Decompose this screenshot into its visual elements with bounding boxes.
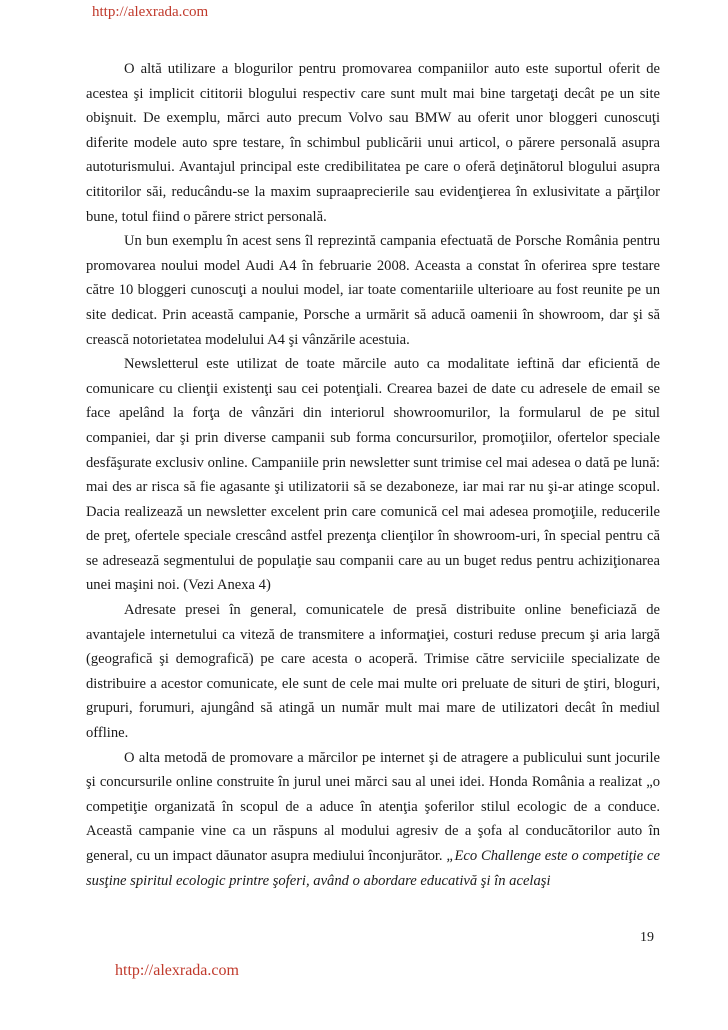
page-number: 19 (640, 930, 654, 945)
paragraph-1: O altă utilizare a blogurilor pentru promovarea companiilor auto este suportul oferit de acestea şi implicit cititorii blogului respectiv care sunt mult mai bine targetaţi decât pe un site obişnuit. De exemplu, mărci auto precum Volvo sau BMW au oferit unor bloggeri cunoscuţi diferite modele auto spre testare, în schimbul publicării unui articol, o părere personală asupra autoturismului. Avantajul principal este credibilitatea pe care o oferă deţinătorul blogului asupra cititorilor săi, reducându-se la maxim supraaprecierile sau evidenţierea în exlusivitate a părţilor bune, totul fiind o părere strict personală. (86, 61, 660, 225)
paragraph-4: Adresate presei în general, comunicatele de presă distribuite online beneficiază de avantajele internetului ca viteză de transmitere a informaţiei, costuri reduse precum şi aria largă (geografică şi demografică) pe care acesta o acoperă. Trimise către serviciile specializate de distribuire a acestor comunicate, ele sunt de cele mai multe ori preluate de situri de ştiri, bloguri, grupuri, forumuri, ajungând să atingă un număr mult mai mare de utilizatori decât în mediul offline. (86, 602, 660, 742)
paragraph-3: Newsletterul este utilizat de toate mărcile auto ca modalitate ieftină dar eficientă de comunicare cu clienţii existenţi sau cei potenţiali. Crearea bazei de date cu adresele de email se face apelând la forţa de vânzări din interiorul showroomurilor, la formularul de pe situl companiei, dar şi prin diverse campanii sub forma concursurilor, promoţiilor, ofertelor speciale desfăşurate exclusiv online. Campaniile prin newsletter sunt trimise cel mai adesea o dată pe lună: mai des ar risca să fie agasante şi utilizatorii să se dezaboneze, iar mai rar nu şi-ar atinge scopul. Dacia realizează un newsletter excelent prin care comunică cel mai adesea promoţiile, reducerile de preţ, ofertele speciale crescând astfel prezenţa clienţilor în showroom-uri, în special pentru că se adresează segmentului de populaţie sau companii care au un buget redus pentru achiziţionarea unei maşini noi. (Vezi Anexa 4) (86, 356, 660, 594)
footer-link[interactable]: http://alexrada.com (115, 962, 239, 979)
paragraph-5 (86, 746, 660, 894)
paragraph-5-quote: „Eco Challenge este o competiţie ce susţine spiritul ecologic printre şoferi, având o abordare educativă şi în acelaşi (86, 848, 660, 889)
document-body (86, 57, 660, 893)
paragraph-5-text: O alta metodă de promovare a mărcilor pe internet şi de atragere a publicului sunt jocurile şi concursurile online construite în jurul unei mărci sau al unei idei. Honda România a realizat „o competiţie organizată în scopul de a aduce în atenţia şoferilor stilul ecologic de a conduce. Această campanie vine ca un răspuns al modului agresiv de a şofa al conducătorilor auto în general, cu un impact dăunator asupra mediului înconjurător. (86, 749, 660, 864)
paragraph-2: Un bun exemplu în acest sens îl reprezintă campania efectuată de Porsche România pentru promovarea noului model Audi A4 în februarie 2008. Aceasta a constat în oferirea spre testare către 10 bloggeri cunoscuţi a noului model, iar toate comentariile ulterioare au fost reunite pe un site dedicat. Prin această campanie, Porsche a urmărit să aducă oamenii în showroom, dar şi să crească notorietatea modelului A4 şi vânzările acestuia. (86, 233, 660, 348)
header-link[interactable]: http://alexrada.com (92, 4, 209, 20)
